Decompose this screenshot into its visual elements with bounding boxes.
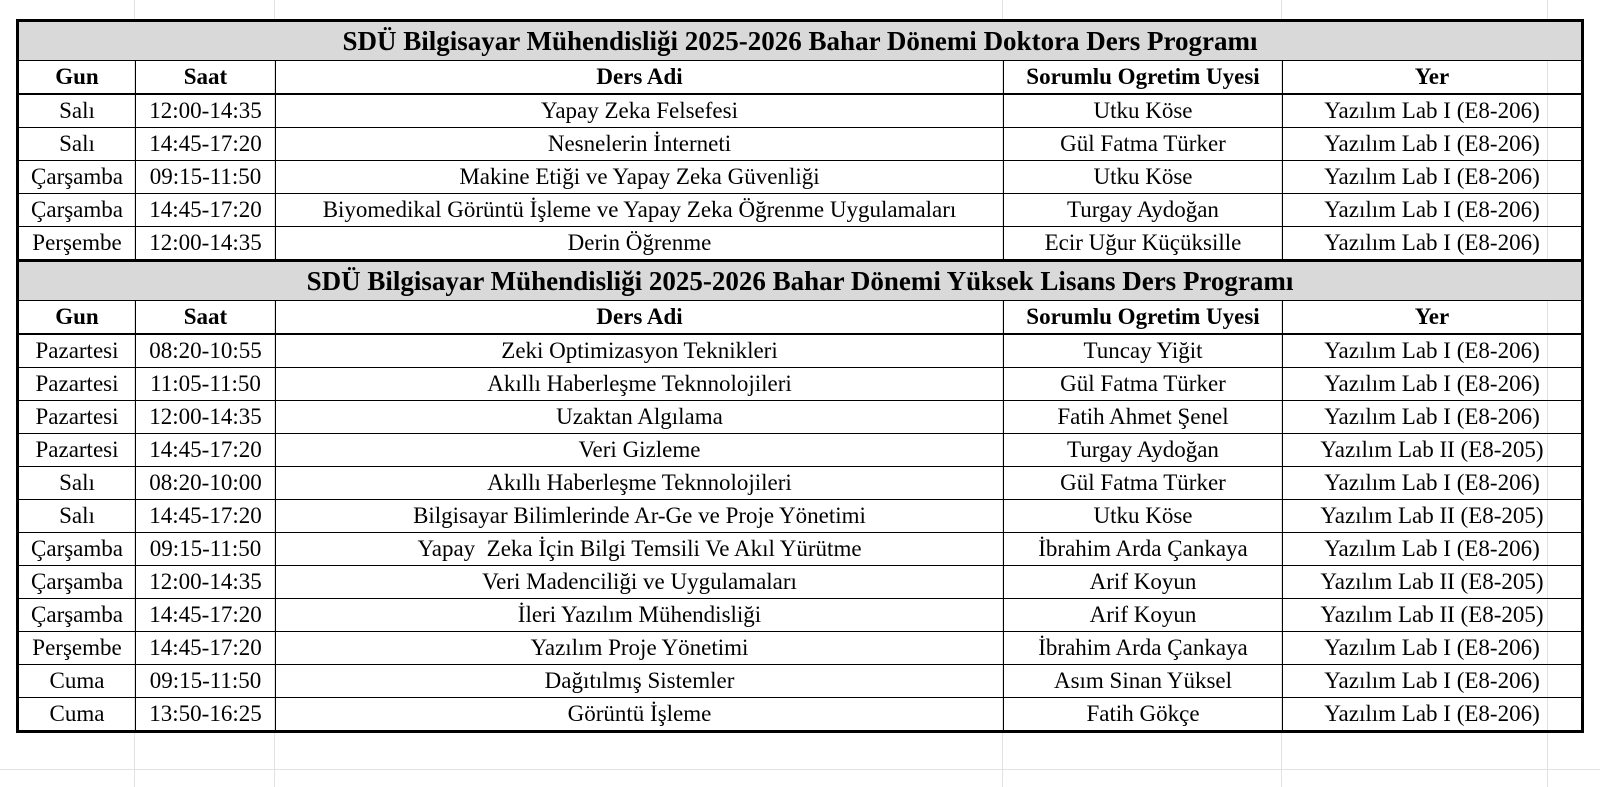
cell-instructor[interactable]: İbrahim Arda Çankaya	[1004, 632, 1283, 665]
cell-instructor[interactable]: Gül Fatma Türker	[1004, 128, 1283, 161]
cell-location[interactable]: Yazılım Lab I (E8-206)	[1283, 632, 1583, 665]
cell-time[interactable]: 12:00-14:35	[136, 566, 276, 599]
cell-course-name[interactable]: Yapay Zeka Felsefesi	[276, 94, 1004, 128]
cell-time[interactable]: 13:50-16:25	[136, 698, 276, 732]
cell-time[interactable]: 14:45-17:20	[136, 194, 276, 227]
schedule-table	[16, 19, 1584, 733]
cell-location[interactable]: Yazılım Lab I (E8-206)	[1283, 161, 1583, 194]
grid-line	[0, 769, 1600, 770]
table-row	[18, 698, 1583, 732]
cell-time[interactable]: 08:20-10:55	[136, 334, 276, 368]
cell-course-name[interactable]: Biyomedikal Görüntü İşleme ve Yapay Zeka Öğrenme Uygulamaları	[276, 194, 1004, 227]
cell-day[interactable]: Perşembe	[18, 632, 136, 665]
cell-day[interactable]: Pazartesi	[18, 434, 136, 467]
cell-day[interactable]: Çarşamba	[18, 599, 136, 632]
cell-location[interactable]: Yazılım Lab I (E8-206)	[1283, 128, 1583, 161]
cell-course-name[interactable]: Veri Madenciliği ve Uygulamaları	[276, 566, 1004, 599]
cell-day[interactable]: Pazartesi	[18, 368, 136, 401]
cell-time[interactable]: 12:00-14:35	[136, 94, 276, 128]
cell-course-name[interactable]: Uzaktan Algılama	[276, 401, 1004, 434]
cell-course-name[interactable]: Zeki Optimizasyon Teknikleri	[276, 334, 1004, 368]
cell-course-name[interactable]: Yapay Zeka İçin Bilgi Temsili Ve Akıl Yürütme	[276, 533, 1004, 566]
schedule-body	[18, 21, 1583, 732]
cell-time[interactable]: 14:45-17:20	[136, 128, 276, 161]
cell-time[interactable]: 11:05-11:50	[136, 368, 276, 401]
cell-instructor[interactable]: Fatih Ahmet Şenel	[1004, 401, 1283, 434]
cell-course-name[interactable]: İleri Yazılım Mühendisliği	[276, 599, 1004, 632]
cell-course-name[interactable]: Dağıtılmış Sistemler	[276, 665, 1004, 698]
cell-day[interactable]: Çarşamba	[18, 194, 136, 227]
column-header-instructor[interactable]: Sorumlu Ogretim Uyesi	[1004, 61, 1283, 95]
cell-time[interactable]: 08:20-10:00	[136, 467, 276, 500]
cell-instructor[interactable]: Ecir Uğur Küçüksille	[1004, 227, 1283, 261]
cell-time[interactable]: 14:45-17:20	[136, 632, 276, 665]
cell-day[interactable]: Çarşamba	[18, 161, 136, 194]
cell-instructor[interactable]: Tuncay Yiğit	[1004, 334, 1283, 368]
cell-time[interactable]: 14:45-17:20	[136, 599, 276, 632]
cell-location[interactable]: Yazılım Lab I (E8-206)	[1283, 665, 1583, 698]
cell-time[interactable]: 09:15-11:50	[136, 665, 276, 698]
table-row	[18, 401, 1583, 434]
column-header-course-name[interactable]: Ders Adi	[276, 61, 1004, 95]
cell-instructor[interactable]: Fatih Gökçe	[1004, 698, 1283, 732]
cell-day[interactable]: Cuma	[18, 698, 136, 732]
cell-location[interactable]: Yazılım Lab II (E8-205)	[1283, 566, 1583, 599]
cell-day[interactable]: Pazartesi	[18, 401, 136, 434]
cell-location[interactable]: Yazılım Lab I (E8-206)	[1283, 368, 1583, 401]
cell-course-name[interactable]: Yazılım Proje Yönetimi	[276, 632, 1004, 665]
cell-day[interactable]: Perşembe	[18, 227, 136, 261]
cell-instructor[interactable]: Utku Köse	[1004, 161, 1283, 194]
section-title-row	[18, 21, 1583, 61]
column-header-instructor[interactable]: Sorumlu Ogretim Uyesi	[1004, 301, 1283, 335]
cell-instructor[interactable]: Arif Koyun	[1004, 599, 1283, 632]
table-row	[18, 500, 1583, 533]
section-title-row	[18, 261, 1583, 301]
table-row	[18, 334, 1583, 368]
table-row	[18, 434, 1583, 467]
table-row	[18, 665, 1583, 698]
cell-instructor[interactable]: Gül Fatma Türker	[1004, 368, 1283, 401]
column-header-day[interactable]: Gun	[18, 301, 136, 335]
header-row	[18, 61, 1583, 95]
cell-location[interactable]: Yazılım Lab II (E8-205)	[1283, 434, 1583, 467]
table-row	[18, 227, 1583, 261]
cell-instructor[interactable]: Utku Köse	[1004, 500, 1283, 533]
table-row	[18, 161, 1583, 194]
header-row	[18, 301, 1583, 335]
cell-location[interactable]: Yazılım Lab II (E8-205)	[1283, 500, 1583, 533]
column-header-location[interactable]: Yer	[1283, 61, 1583, 95]
cell-time[interactable]: 09:15-11:50	[136, 161, 276, 194]
cell-instructor[interactable]: Arif Koyun	[1004, 566, 1283, 599]
cell-location[interactable]: Yazılım Lab I (E8-206)	[1283, 467, 1583, 500]
table-row	[18, 566, 1583, 599]
table-row	[18, 599, 1583, 632]
column-header-course-name[interactable]: Ders Adi	[276, 301, 1004, 335]
section-title[interactable]: SDÜ Bilgisayar Mühendisliği 2025-2026 Bahar Dönemi Doktora Ders Programı	[18, 21, 1583, 61]
cell-location[interactable]: Yazılım Lab I (E8-206)	[1283, 698, 1583, 732]
cell-location[interactable]: Yazılım Lab I (E8-206)	[1283, 94, 1583, 128]
table-row	[18, 632, 1583, 665]
cell-time[interactable]: 12:00-14:35	[136, 227, 276, 261]
cell-location[interactable]: Yazılım Lab I (E8-206)	[1283, 401, 1583, 434]
cell-time[interactable]: 09:15-11:50	[136, 533, 276, 566]
table-row	[18, 467, 1583, 500]
cell-instructor[interactable]: Asım Sinan Yüksel	[1004, 665, 1283, 698]
table-row	[18, 194, 1583, 227]
cell-day[interactable]: Çarşamba	[18, 566, 136, 599]
cell-location[interactable]: Yazılım Lab I (E8-206)	[1283, 533, 1583, 566]
table-row	[18, 533, 1583, 566]
cell-location[interactable]: Yazılım Lab I (E8-206)	[1283, 334, 1583, 368]
cell-course-name[interactable]: Akıllı Haberleşme Teknnolojileri	[276, 368, 1004, 401]
cell-course-name[interactable]: Bilgisayar Bilimlerinde Ar-Ge ve Proje Yönetimi	[276, 500, 1004, 533]
cell-day[interactable]: Salı	[18, 500, 136, 533]
cell-course-name[interactable]: Derin Öğrenme	[276, 227, 1004, 261]
table-row	[18, 128, 1583, 161]
cell-day[interactable]: Çarşamba	[18, 533, 136, 566]
column-header-time[interactable]: Saat	[136, 301, 276, 335]
cell-course-name[interactable]: Görüntü İşleme	[276, 698, 1004, 732]
cell-instructor[interactable]: Utku Köse	[1004, 94, 1283, 128]
cell-course-name[interactable]: Akıllı Haberleşme Teknnolojileri	[276, 467, 1004, 500]
column-header-day[interactable]: Gun	[18, 61, 136, 95]
cell-course-name[interactable]: Veri Gizleme	[276, 434, 1004, 467]
cell-course-name[interactable]: Nesnelerin İnterneti	[276, 128, 1004, 161]
cell-day[interactable]: Salı	[18, 94, 136, 128]
cell-instructor[interactable]: İbrahim Arda Çankaya	[1004, 533, 1283, 566]
table-row	[18, 368, 1583, 401]
cell-location[interactable]: Yazılım Lab II (E8-205)	[1283, 599, 1583, 632]
cell-time[interactable]: 14:45-17:20	[136, 434, 276, 467]
cell-time[interactable]: 12:00-14:35	[136, 401, 276, 434]
column-header-location[interactable]: Yer	[1283, 301, 1583, 335]
cell-instructor[interactable]: Turgay Aydoğan	[1004, 434, 1283, 467]
table-row	[18, 94, 1583, 128]
cell-day[interactable]: Salı	[18, 128, 136, 161]
cell-location[interactable]: Yazılım Lab I (E8-206)	[1283, 227, 1583, 261]
column-header-time[interactable]: Saat	[136, 61, 276, 95]
cell-course-name[interactable]: Makine Etiği ve Yapay Zeka Güvenliği	[276, 161, 1004, 194]
cell-day[interactable]: Pazartesi	[18, 334, 136, 368]
cell-instructor[interactable]: Turgay Aydoğan	[1004, 194, 1283, 227]
section-title[interactable]: SDÜ Bilgisayar Mühendisliği 2025-2026 Bahar Dönemi Yüksek Lisans Ders Programı	[18, 261, 1583, 301]
cell-instructor[interactable]: Gül Fatma Türker	[1004, 467, 1283, 500]
cell-time[interactable]: 14:45-17:20	[136, 500, 276, 533]
cell-location[interactable]: Yazılım Lab I (E8-206)	[1283, 194, 1583, 227]
cell-day[interactable]: Salı	[18, 467, 136, 500]
cell-day[interactable]: Cuma	[18, 665, 136, 698]
